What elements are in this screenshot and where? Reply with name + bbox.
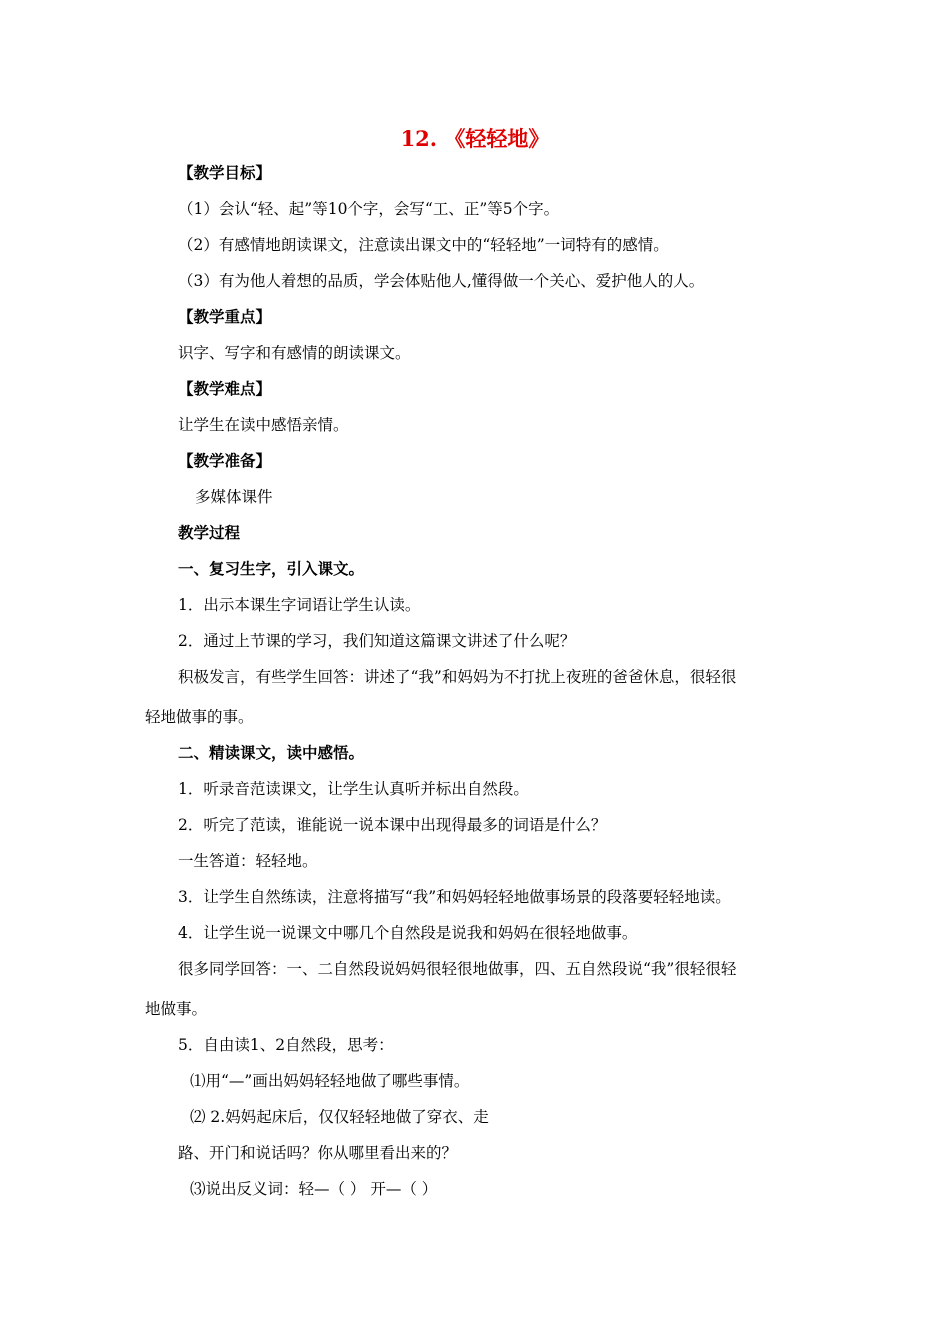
preparation-text: 多媒体课件 (195, 488, 273, 506)
paragraph-student-answer-line-1: 积极发言，有些学生回答：讲述了“我”和妈妈为不打扰上夜班的爸爸休息，很轻很 (178, 668, 737, 686)
heading-preparation: 【教学准备】 (178, 451, 272, 470)
section-2-step-2: 2．听完了范读，谁能说一说本课中出现得最多的词语是什么？ (178, 816, 607, 834)
goal-item-2: （2）有感情地朗读课文，注意读出课文中的“轻轻地”一词特有的感情。 (178, 236, 669, 254)
section-1-step-2: 2．通过上节课的学习，我们知道这篇课文讲述了什么呢？ (178, 632, 576, 650)
section-2-heading: 二、精读课文，读中感悟。 (178, 743, 365, 762)
paragraph-class-answer-line-1: 很多同学回答：一、二自然段说妈妈很轻很地做事，四、五自然段说“我”很轻很轻 (178, 960, 737, 978)
paragraph-student-answer-line-2: 轻地做事的事。 (145, 708, 254, 726)
heading-difficulties: 【教学难点】 (178, 379, 272, 398)
section-2-step-5: 5．自由读1、2自然段，思考： (178, 1036, 394, 1054)
difficulties-text: 让学生在读中感悟亲情。 (178, 416, 349, 434)
question-2-line-2: 路、开门和说话吗？你从哪里看出来的？ (178, 1144, 458, 1162)
paragraph-class-answer-line-2: 地做事。 (145, 1000, 208, 1018)
question-3-antonyms: ⑶说出反义词：轻—（ ） 开—（ ） (190, 1180, 438, 1198)
section-1-step-1: 1．出示本课生字词语让学生认读。 (178, 596, 421, 614)
key-points-text: 识字、写字和有感情的朗读课文。 (178, 344, 411, 362)
heading-teaching-goals: 【教学目标】 (178, 163, 272, 182)
question-2-line-1: ⑵ 2.妈妈起床后，仅仅轻轻地做了穿衣、走 (190, 1108, 489, 1126)
student-reply-text: 一生答道：轻轻地。 (178, 852, 318, 870)
section-2-step-1: 1．听录音范读课文，让学生认真听并标出自然段。 (178, 780, 529, 798)
page-title: 12. 《轻轻地》 (400, 126, 550, 151)
section-1-heading: 一、复习生字，引入课文。 (178, 559, 365, 578)
question-1: ⑴用“—”画出妈妈轻轻地做了哪些事情。 (190, 1072, 470, 1090)
section-2-step-3: 3．让学生自然练读，注意将描写“我”和妈妈轻轻地做事场景的段落要轻轻地读。 (178, 888, 731, 906)
heading-teaching-process: 教学过程 (178, 523, 241, 542)
goal-item-3: （3）有为他人着想的品质，学会体贴他人,懂得做一个关心、爱护他人的人。 (178, 272, 705, 290)
goal-item-1: （1）会认“轻、起”等10个字，会写“工、正”等5个字。 (178, 200, 560, 218)
heading-key-points: 【教学重点】 (178, 307, 272, 326)
section-2-step-4: 4．让学生说一说课文中哪几个自然段是说我和妈妈在很轻地做事。 (178, 924, 638, 942)
